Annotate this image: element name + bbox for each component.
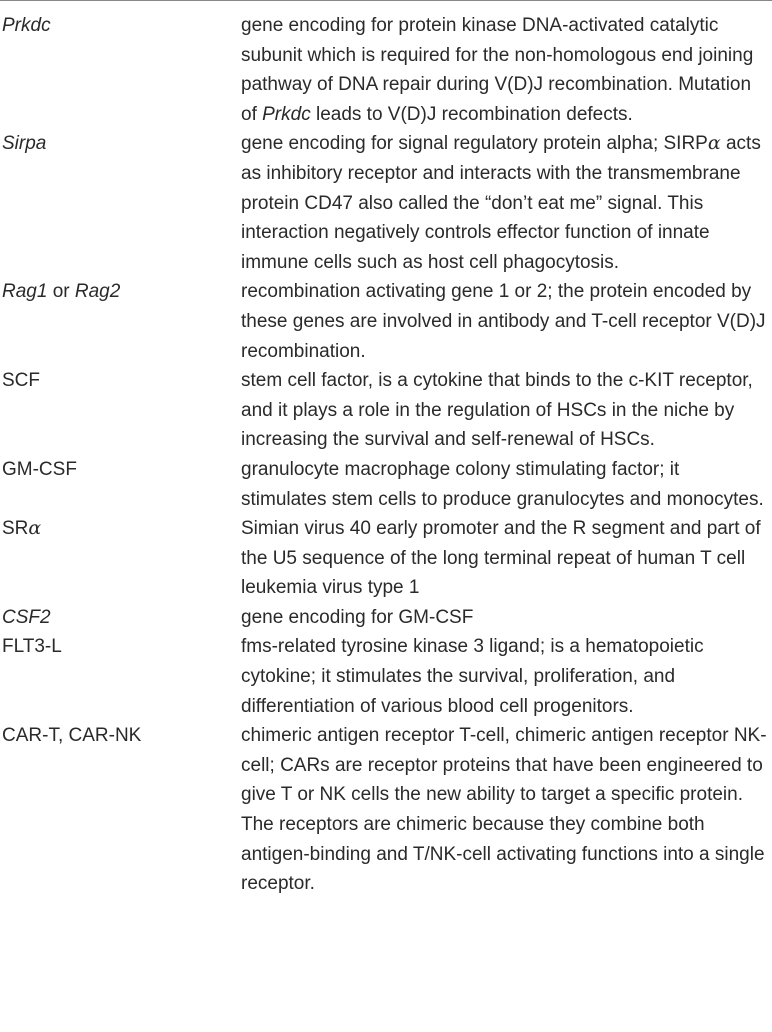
term-text: Prkdc — [2, 15, 51, 36]
term-text: Rag2 — [74, 281, 121, 303]
glossary-row — [0, 366, 772, 455]
definition-text: gene encoding for protein kinase DNA-activated catalytic subunit which is required for the non-homologous end joining pathway of DNA repair during V(D)J recombination. Mutation of — [241, 15, 754, 125]
term-text: CSF2 — [2, 606, 51, 628]
glossary-term — [0, 632, 241, 662]
term-text: Sirpa — [2, 133, 47, 155]
term-text: SCF — [2, 370, 40, 392]
definition-text: leads to V(D)J recombination defects. — [310, 103, 633, 125]
glossary-row — [0, 129, 772, 277]
glossary-term — [0, 514, 241, 544]
glossary-term — [0, 721, 241, 751]
glossary-row — [0, 514, 772, 603]
glossary-definition — [241, 632, 772, 721]
glossary-row — [0, 603, 772, 633]
glossary-term — [0, 277, 241, 307]
glossary-definition — [241, 277, 772, 366]
glossary-row — [0, 632, 772, 721]
glossary-term — [0, 366, 241, 396]
glossary-term — [0, 603, 241, 633]
glossary-term — [0, 455, 241, 485]
glossary-definition — [241, 11, 772, 129]
definition-text: Simian virus 40 early promoter and the R segment and part of the U5 sequence of the long terminal repeat of human T cell leukemia virus type 1 — [241, 518, 761, 599]
glossary-row — [0, 1, 772, 129]
definition-text: acts as inhibitory receptor and interacts with the transmembrane protein CD47 also called the “don’t eat me” signal. This interaction negatively controls effector function of innate immune cells such as host cell phagocytosis. — [241, 133, 761, 273]
definition-text: fms-related tyrosine kinase 3 ligand; is a hematopoietic cytokine; it stimulates the survival, proliferation, and differentiation of various blood cell progenitors. — [241, 636, 704, 717]
term-text: or — [47, 281, 75, 303]
glossary-definition — [241, 455, 772, 514]
greek-alpha-symbol: α — [707, 132, 721, 155]
definition-text: chimeric antigen receptor T-cell, chimeric antigen receptor NK-cell; CARs are receptor proteins that have been engineered to give T or NK cells the new ability to target a specific protein. The receptors are chimeric because they combine both antigen-binding and T/NK-cell activating functions into a single receptor. — [241, 725, 767, 895]
glossary-definition — [241, 603, 772, 633]
glossary-definition — [241, 366, 772, 455]
definition-text: recombination activating gene 1 or 2; the protein encoded by these genes are involved in antibody and T-cell receptor V(D)J recombination. — [241, 281, 766, 362]
glossary-definition — [241, 721, 772, 899]
definition-italic-text: Prkdc — [262, 103, 311, 125]
term-text: FLT3-L — [2, 636, 62, 658]
term-text: CAR-T, CAR-NK — [2, 725, 142, 747]
definition-text: gene encoding for GM-CSF — [241, 606, 474, 628]
term-text: GM-CSF — [2, 458, 77, 480]
definition-text: stem cell factor, is a cytokine that binds to the c-KIT receptor, and it plays a role in the regulation of HSCs in the niche by increasing the survival and self-renewal of HSCs. — [241, 370, 753, 451]
glossary-term — [0, 11, 241, 41]
term-text: Rag1 — [2, 281, 48, 303]
glossary-definition — [241, 514, 772, 603]
glossary-row — [0, 721, 772, 899]
glossary-row — [0, 277, 772, 366]
greek-alpha-symbol: α — [28, 517, 42, 540]
term-text: SR — [2, 518, 29, 540]
glossary-row — [0, 455, 772, 514]
definition-text: granulocyte macrophage colony stimulating factor; it stimulates stem cells to produce granulocytes and monocytes. — [241, 458, 764, 510]
glossary-term — [0, 129, 241, 159]
definition-text: gene encoding for signal regulatory protein alpha; SIRP — [241, 133, 708, 155]
glossary-definition — [241, 129, 772, 277]
